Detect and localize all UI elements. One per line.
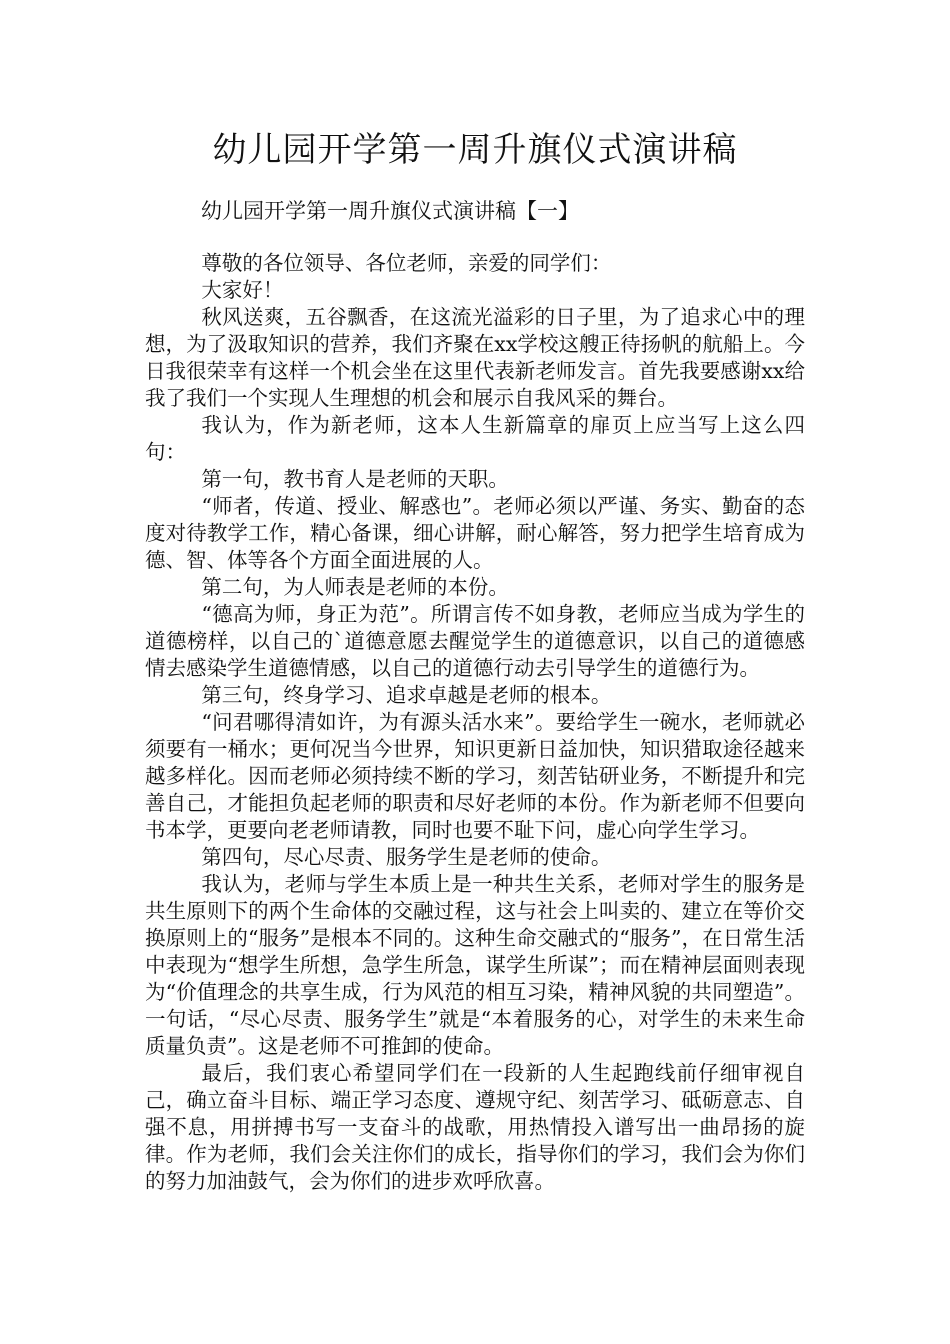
paragraph-salutation: 尊敬的各位领导、各位老师，亲爱的同学们：: [201, 251, 612, 275]
document-title: 幼儿园开学第一周升旗仪式演讲稿: [212, 130, 738, 170]
paragraph-heading-2: 第二句，为人师表是老师的本份。: [201, 575, 509, 599]
paragraph: 秋风送爽，五谷飘香，在这流光溢彩的日子里，为了追求心中的理想，为了汲取知识的营养，我们齐聚在xx学校这艘正待扬帆的航船上。今日我很荣幸有这样一个机会坐在这里代表新老师发言。首先我要感谢xx给我了我们一个实现人生理想的机会和展示自我风采的舞台。: [145, 305, 805, 410]
document-subtitle: 幼儿园开学第一周升旗仪式演讲稿【一】: [201, 199, 579, 223]
paragraph: 我认为，老师与学生本质上是一种共生关系，老师对学生的服务是共生原则下的两个生命体的交融过程，这与社会上叫卖的、建立在等价交换原则上的“服务”是根本不同的。这种生命交融式的“服务”，在日常生活中表现为“想学生所想，急学生所急，谋学生所谋”；而在精神层面则表现为“价值理念的共享生成，行为风范的相互习染，精神风貌的共同塑造”。一句话，“尽心尽责、服务学生”就是“本着服务的心，对学生的未来生命质量负责”。这是老师不可推卸的使命。: [145, 872, 805, 1058]
paragraph: 我认为，作为新老师，这本人生新篇章的扉页上应当写上这么四句：: [145, 413, 805, 464]
document-body: [145, 250, 805, 1195]
paragraph: “德高为师，身正为范”。所谓言传不如身教，老师应当成为学生的道德榜样，以自己的`道德意愿去醒觉学生的道德意识，以自己的道德感情去感染学生道德情感，以自己的道德行动去引导学生的道德行为。: [145, 602, 805, 680]
paragraph-heading-1: 第一句，教书育人是老师的天职。: [201, 467, 509, 491]
paragraph-greeting: 大家好！: [201, 278, 284, 302]
paragraph: “师者，传道、授业、解惑也”。老师必须以严谨、务实、勤奋的态度对待教学工作，精心备课，细心讲解，耐心解答，努力把学生培育成为德、智、体等各个方面全面进展的人。: [145, 494, 805, 572]
paragraph-heading-3: 第三句，终身学习、追求卓越是老师的根本。: [201, 683, 612, 707]
paragraph-heading-4: 第四句，尽心尽责、服务学生是老师的使命。: [201, 845, 612, 869]
paragraph-closing: 最后，我们衷心希望同学们在一段新的人生起跑线前仔细审视自己，确立奋斗目标、端正学习态度、遵规守纪、刻苦学习、砥砺意志、自强不息，用拼搏书写一支奋斗的战歌，用热情投入谱写出一曲昂扬的旋律。作为老师，我们会关注你们的成长，指导你们的学习，我们会为你们的努力加油鼓气，会为你们的进步欢呼欣喜。: [145, 1061, 805, 1193]
paragraph: “问君哪得清如许，为有源头活水来”。要给学生一碗水，老师就必须要有一桶水；更何况当今世界，知识更新日益加快，知识猎取途径越来越多样化。因而老师必须持续不断的学习，刻苦钻研业务，不断提升和完善自己，才能担负起老师的职责和尽好老师的本份。作为新老师不但要向书本学，更要向老老师请教，同时也要不耻下问，虚心向学生学习。: [145, 710, 805, 842]
